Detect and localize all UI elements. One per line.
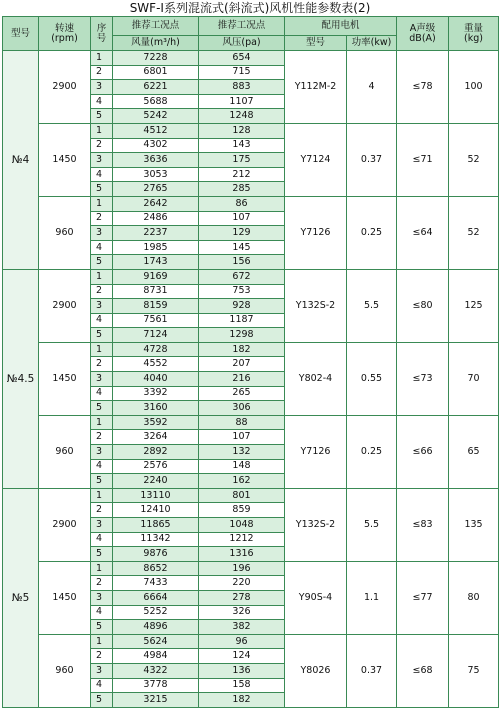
noise-cell: ≤66 [397, 415, 449, 488]
flow-cell: 4552 [113, 357, 199, 372]
seq-cell: 1 [91, 123, 113, 138]
power-cell: 0.55 [347, 342, 397, 415]
pressure-cell: 220 [199, 576, 285, 591]
seq-cell: 1 [91, 634, 113, 649]
seq-cell: 1 [91, 561, 113, 576]
flow-cell: 1743 [113, 255, 199, 270]
header-speed [39, 17, 91, 51]
pressure-cell: 382 [199, 620, 285, 635]
pressure-cell: 132 [199, 445, 285, 460]
speed-cell: 2900 [39, 51, 91, 124]
flow-cell: 5242 [113, 109, 199, 124]
seq-cell: 2 [91, 430, 113, 445]
pressure-cell: 212 [199, 167, 285, 182]
header-power: 功率(kw) [347, 36, 397, 51]
seq-cell: 2 [91, 576, 113, 591]
table-row [3, 196, 499, 211]
pressure-cell: 107 [199, 211, 285, 226]
seq-cell: 4 [91, 386, 113, 401]
seq-cell: 3 [91, 518, 113, 533]
pressure-cell: 216 [199, 372, 285, 387]
table-body [3, 51, 499, 708]
weight-cell: 80 [449, 561, 499, 634]
speed-cell: 1450 [39, 561, 91, 634]
seq-cell: 5 [91, 182, 113, 197]
speed-cell: 2900 [39, 269, 91, 342]
seq-cell: 1 [91, 51, 113, 66]
flow-cell: 4040 [113, 372, 199, 387]
pressure-cell: 326 [199, 605, 285, 620]
noise-cell: ≤71 [397, 123, 449, 196]
seq-cell: 2 [91, 357, 113, 372]
flow-cell: 2240 [113, 474, 199, 489]
weight-cell: 135 [449, 488, 499, 561]
flow-cell: 6664 [113, 590, 199, 605]
pressure-cell: 88 [199, 415, 285, 430]
table-row [3, 51, 499, 66]
flow-cell: 4896 [113, 620, 199, 635]
seq-cell: 5 [91, 255, 113, 270]
flow-cell: 2892 [113, 445, 199, 460]
speed-cell: 1450 [39, 342, 91, 415]
table-row [3, 488, 499, 503]
table-row [3, 561, 499, 576]
flow-cell: 3215 [113, 693, 199, 708]
flow-cell: 8731 [113, 284, 199, 299]
seq-cell: 4 [91, 313, 113, 328]
seq-cell: 4 [91, 459, 113, 474]
flow-cell: 4302 [113, 138, 199, 153]
noise-cell: ≤78 [397, 51, 449, 124]
pressure-cell: 1212 [199, 532, 285, 547]
motor-model-cell: Y132S-2 [285, 488, 347, 561]
weight-cell: 75 [449, 634, 499, 707]
motor-model-cell: Y90S-4 [285, 561, 347, 634]
noise-cell: ≤68 [397, 634, 449, 707]
seq-cell: 4 [91, 532, 113, 547]
pressure-cell: 801 [199, 488, 285, 503]
header-seq [91, 17, 113, 51]
seq-cell: 3 [91, 226, 113, 241]
power-cell: 1.1 [347, 561, 397, 634]
flow-cell: 6801 [113, 65, 199, 80]
seq-cell: 4 [91, 167, 113, 182]
pressure-cell: 182 [199, 342, 285, 357]
seq-cell: 4 [91, 94, 113, 109]
pressure-cell: 285 [199, 182, 285, 197]
flow-cell: 7561 [113, 313, 199, 328]
flow-cell: 3053 [113, 167, 199, 182]
pressure-cell: 753 [199, 284, 285, 299]
header-weight-label: 重量 [464, 22, 484, 34]
weight-cell: 70 [449, 342, 499, 415]
pressure-cell: 129 [199, 226, 285, 241]
seq-cell: 4 [91, 678, 113, 693]
pressure-cell: 928 [199, 299, 285, 314]
header-rec-pressure: 推荐工况点 [199, 17, 285, 36]
pressure-cell: 107 [199, 430, 285, 445]
table-row [3, 123, 499, 138]
motor-model-cell: Y132S-2 [285, 269, 347, 342]
weight-cell: 125 [449, 269, 499, 342]
seq-cell: 5 [91, 693, 113, 708]
seq-cell: 2 [91, 649, 113, 664]
flow-cell: 3592 [113, 415, 199, 430]
flow-cell: 3778 [113, 678, 199, 693]
seq-cell: 1 [91, 342, 113, 357]
seq-cell: 2 [91, 284, 113, 299]
pressure-cell: 207 [199, 357, 285, 372]
header-motor: 配用电机 [285, 17, 397, 36]
seq-cell: 5 [91, 547, 113, 562]
weight-cell: 100 [449, 51, 499, 124]
seq-cell: 3 [91, 299, 113, 314]
header-speed-unit: (rpm) [51, 32, 78, 44]
flow-cell: 1985 [113, 240, 199, 255]
fan-model-cell: №5 [3, 488, 39, 707]
power-cell: 0.37 [347, 634, 397, 707]
noise-cell: ≤83 [397, 488, 449, 561]
weight-cell: 52 [449, 123, 499, 196]
header-rec-flow: 推荐工况点 [113, 17, 199, 36]
flow-cell: 11865 [113, 518, 199, 533]
pressure-cell: 175 [199, 153, 285, 168]
flow-cell: 2486 [113, 211, 199, 226]
pressure-cell: 859 [199, 503, 285, 518]
power-cell: 0.37 [347, 123, 397, 196]
table-row [3, 415, 499, 430]
header-model: 型号 [3, 17, 39, 51]
flow-cell: 3392 [113, 386, 199, 401]
seq-cell: 4 [91, 240, 113, 255]
flow-cell: 3636 [113, 153, 199, 168]
seq-cell: 3 [91, 372, 113, 387]
motor-model-cell: Y7124 [285, 123, 347, 196]
table-title: SWF-I系列混流式(斜流式)风机性能参数表(2) [129, 1, 371, 15]
speed-cell: 2900 [39, 488, 91, 561]
pressure-cell: 1107 [199, 94, 285, 109]
pressure-cell: 86 [199, 196, 285, 211]
flow-cell: 9876 [113, 547, 199, 562]
seq-cell: 1 [91, 415, 113, 430]
pressure-cell: 1248 [199, 109, 285, 124]
header-noise-label: A声级 [409, 22, 436, 34]
flow-cell: 6221 [113, 80, 199, 95]
pressure-cell: 128 [199, 123, 285, 138]
header-flow: 风量(m³/h) [113, 36, 199, 51]
flow-cell: 8159 [113, 299, 199, 314]
noise-cell: ≤80 [397, 269, 449, 342]
flow-cell: 12410 [113, 503, 199, 518]
flow-cell: 7228 [113, 51, 199, 66]
pressure-cell: 265 [199, 386, 285, 401]
pressure-cell: 278 [199, 590, 285, 605]
flow-cell: 4728 [113, 342, 199, 357]
flow-cell: 3160 [113, 401, 199, 416]
pressure-cell: 156 [199, 255, 285, 270]
header-seq-1: 序 [96, 22, 107, 34]
pressure-cell: 148 [199, 459, 285, 474]
pressure-cell: 1048 [199, 518, 285, 533]
seq-cell: 1 [91, 269, 113, 284]
motor-model-cell: Y802-4 [285, 342, 347, 415]
flow-cell: 5688 [113, 94, 199, 109]
flow-cell: 3264 [113, 430, 199, 445]
power-cell: 4 [347, 51, 397, 124]
pressure-cell: 124 [199, 649, 285, 664]
seq-cell: 5 [91, 109, 113, 124]
seq-cell: 5 [91, 401, 113, 416]
header-noise [397, 17, 449, 51]
flow-cell: 2576 [113, 459, 199, 474]
seq-cell: 2 [91, 138, 113, 153]
motor-model-cell: Y8026 [285, 634, 347, 707]
power-cell: 5.5 [347, 488, 397, 561]
speed-cell: 960 [39, 415, 91, 488]
motor-model-cell: Y7126 [285, 196, 347, 269]
flow-cell: 2642 [113, 196, 199, 211]
power-cell: 0.25 [347, 196, 397, 269]
speed-cell: 960 [39, 196, 91, 269]
seq-cell: 3 [91, 153, 113, 168]
flow-cell: 5624 [113, 634, 199, 649]
pressure-cell: 143 [199, 138, 285, 153]
pressure-cell: 145 [199, 240, 285, 255]
seq-cell: 1 [91, 488, 113, 503]
seq-cell: 2 [91, 211, 113, 226]
pressure-cell: 182 [199, 693, 285, 708]
seq-cell: 3 [91, 445, 113, 460]
pressure-cell: 654 [199, 51, 285, 66]
pressure-cell: 672 [199, 269, 285, 284]
pressure-cell: 715 [199, 65, 285, 80]
speed-cell: 1450 [39, 123, 91, 196]
fan-model-cell: №4 [3, 51, 39, 270]
header-pressure: 风压(pa) [199, 36, 285, 51]
header-motor-model: 型号 [285, 36, 347, 51]
pressure-cell: 1187 [199, 313, 285, 328]
flow-cell: 11342 [113, 532, 199, 547]
pressure-cell: 196 [199, 561, 285, 576]
flow-cell: 13110 [113, 488, 199, 503]
weight-cell: 52 [449, 196, 499, 269]
speed-cell: 960 [39, 634, 91, 707]
pressure-cell: 1316 [199, 547, 285, 562]
seq-cell: 1 [91, 196, 113, 211]
seq-cell: 3 [91, 590, 113, 605]
flow-cell: 2765 [113, 182, 199, 197]
table-row [3, 269, 499, 284]
header-seq-2: 号 [96, 32, 107, 44]
header-noise-unit: dB(A) [409, 32, 436, 44]
pressure-cell: 96 [199, 634, 285, 649]
noise-cell: ≤73 [397, 342, 449, 415]
pressure-cell: 136 [199, 663, 285, 678]
motor-model-cell: Y7126 [285, 415, 347, 488]
fan-model-cell: №4.5 [3, 269, 39, 488]
header-weight-unit: (kg) [464, 32, 483, 44]
weight-cell: 65 [449, 415, 499, 488]
power-cell: 5.5 [347, 269, 397, 342]
power-cell: 0.25 [347, 415, 397, 488]
flow-cell: 7124 [113, 328, 199, 343]
flow-cell: 5252 [113, 605, 199, 620]
pressure-cell: 883 [199, 80, 285, 95]
flow-cell: 2237 [113, 226, 199, 241]
header-speed-label: 转速 [54, 22, 74, 34]
flow-cell: 4322 [113, 663, 199, 678]
table-row [3, 634, 499, 649]
seq-cell: 5 [91, 474, 113, 489]
table-header [3, 17, 499, 51]
seq-cell: 2 [91, 503, 113, 518]
pressure-cell: 306 [199, 401, 285, 416]
flow-cell: 4512 [113, 123, 199, 138]
seq-cell: 2 [91, 65, 113, 80]
table-row [3, 342, 499, 357]
motor-model-cell: Y112M-2 [285, 51, 347, 124]
pressure-cell: 158 [199, 678, 285, 693]
noise-cell: ≤77 [397, 561, 449, 634]
flow-cell: 4984 [113, 649, 199, 664]
seq-cell: 5 [91, 620, 113, 635]
seq-cell: 3 [91, 663, 113, 678]
header-weight [449, 17, 499, 51]
flow-cell: 7433 [113, 576, 199, 591]
flow-cell: 9169 [113, 269, 199, 284]
flow-cell: 8652 [113, 561, 199, 576]
seq-cell: 5 [91, 328, 113, 343]
performance-table [2, 16, 499, 708]
pressure-cell: 162 [199, 474, 285, 489]
seq-cell: 4 [91, 605, 113, 620]
pressure-cell: 1298 [199, 328, 285, 343]
noise-cell: ≤64 [397, 196, 449, 269]
seq-cell: 3 [91, 80, 113, 95]
